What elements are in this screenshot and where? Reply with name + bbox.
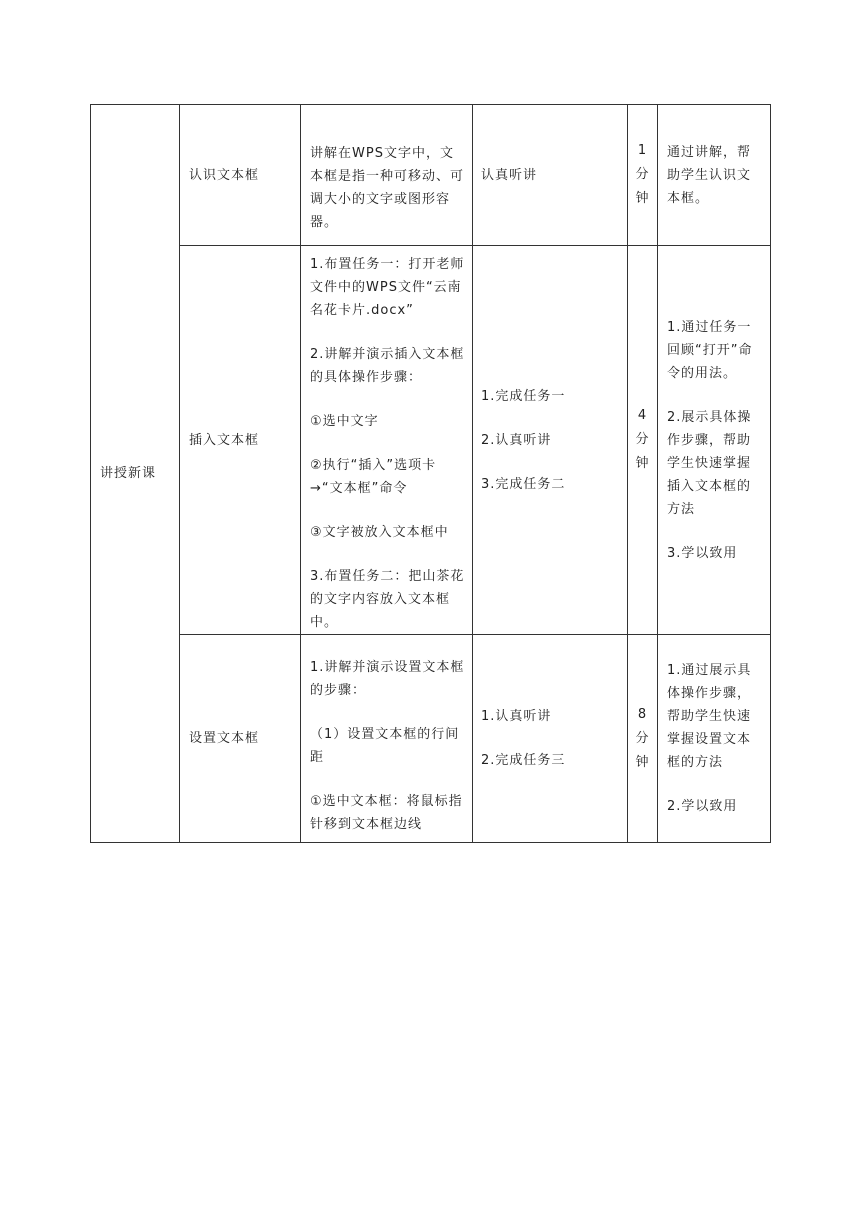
topic-cell: 认识文本框: [180, 105, 301, 246]
student-activity-cell: [473, 246, 628, 635]
purpose-cell: [658, 635, 771, 843]
time-unit-1: 分: [635, 432, 650, 447]
student-activity-cell: [473, 635, 628, 843]
student-activity-text: 1.认真听讲: [481, 709, 552, 724]
teacher-activity-text: ①选中文本框：将鼠标指针移到文本框边线: [310, 793, 463, 832]
purpose-text: 2.展示具体操作步骤，帮助学生快速掌握插入文本框的方法: [667, 409, 752, 517]
purpose-text: 1.通过展示具体操作步骤，帮助学生快速掌握设置文本框的方法: [667, 663, 752, 770]
table-row: [91, 246, 771, 635]
purpose-cell: [658, 246, 771, 635]
table-row: [91, 635, 771, 843]
time-unit-1: 分: [635, 730, 650, 746]
student-activity-text: 3.完成任务二: [481, 476, 566, 492]
teacher-activity-cell: [301, 105, 473, 246]
teacher-activity-text: （1）设置文本框的行间距: [310, 726, 460, 765]
lesson-plan-table: [90, 104, 771, 843]
topic-cell: 设置文本框: [180, 635, 301, 843]
teacher-activity-text: 1.讲解并演示设置文本框的步骤：: [310, 659, 465, 698]
stage-cell: 讲授新课: [91, 105, 180, 843]
purpose-text: 3.学以致用: [667, 545, 738, 561]
topic-cell: 插入文本框: [180, 246, 301, 635]
student-activity-text: 1.完成任务一: [481, 388, 566, 404]
time-unit-1: 分: [635, 167, 650, 182]
student-activity-text: 2.认真听讲: [481, 432, 552, 448]
teacher-activity-text: ①选中文字: [310, 414, 379, 429]
teacher-activity-text: 讲解在WPS文字中，文本框是指一种可移动、可调大小的文字或图形容器。: [310, 146, 465, 230]
time-value: 4: [637, 408, 648, 423]
purpose-text: 通过讲解，帮助学生认识文本框。: [667, 144, 752, 206]
time-unit-2: 钟: [635, 754, 650, 770]
purpose-text: 2.学以致用: [667, 799, 738, 814]
teacher-activity-cell: [301, 635, 473, 843]
teacher-activity-text: ③文字被放入文本框中: [310, 525, 449, 540]
time-value: 8: [637, 706, 648, 722]
student-activity-text: 认真听讲: [481, 167, 538, 183]
time-cell: [628, 635, 658, 843]
time-unit-2: 钟: [635, 191, 650, 206]
time-cell: [628, 246, 658, 635]
student-activity-text: 2.完成任务三: [481, 753, 566, 768]
teacher-activity-text: 2.讲解并演示插入文本框的具体操作步骤：: [310, 347, 465, 385]
time-value: 1: [637, 143, 648, 158]
table-row: [91, 105, 771, 246]
purpose-text: 1.通过任务一回顾“打开”命令的用法。: [667, 319, 753, 381]
teacher-activity-text: ②执行“插入”选项卡→“文本框”命令: [310, 458, 437, 496]
student-activity-cell: [473, 105, 628, 246]
time-cell: [628, 105, 658, 246]
purpose-cell: [658, 105, 771, 246]
teacher-activity-text: 1.布置任务一：打开老师文件中的WPS文件“云南名花卡片.docx”: [310, 257, 465, 318]
time-unit-2: 钟: [635, 456, 650, 471]
teacher-activity-text: 3.布置任务二：把山茶花的文字内容放入文本框中。: [310, 569, 465, 630]
teacher-activity-cell: [301, 246, 473, 635]
